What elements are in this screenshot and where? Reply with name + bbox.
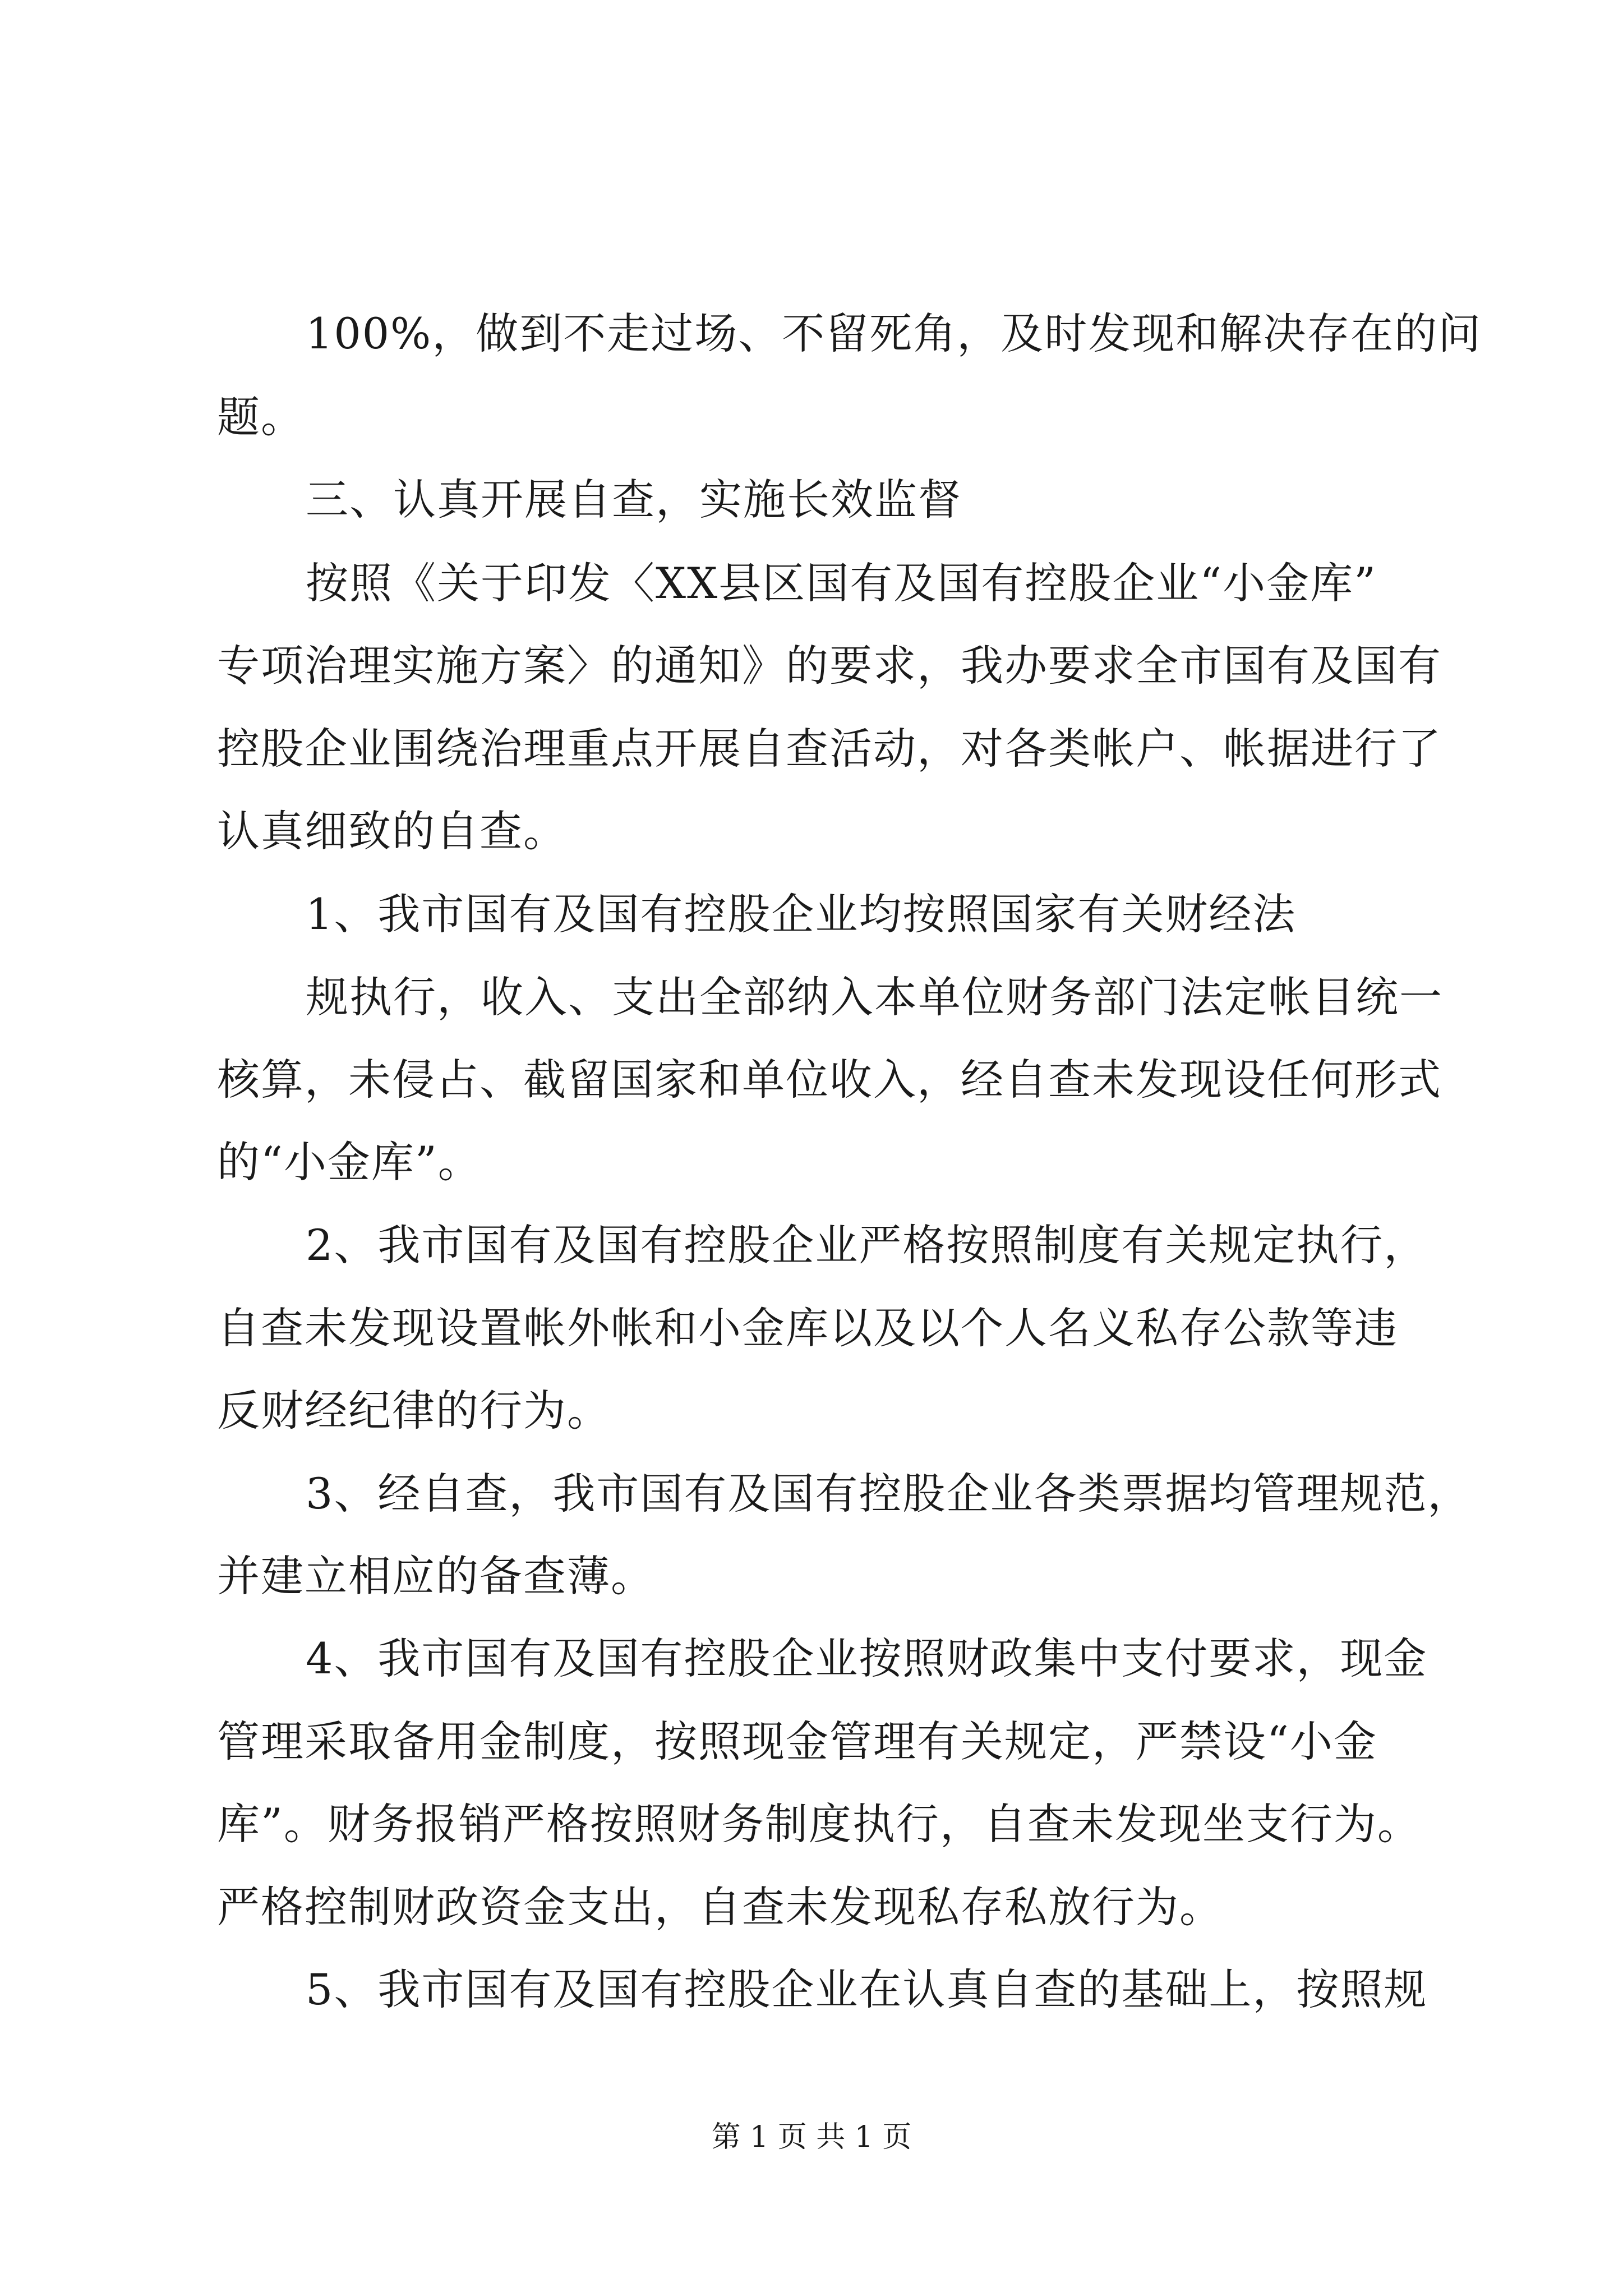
text-line: 严格控制财政资金支出，自查未发现私存私放行为。 xyxy=(217,1882,1223,1932)
text-line: 2、我市国有及国有控股企业严格按照制度有关规定执行， xyxy=(306,1220,1428,1270)
text-line: 管理采取备用金制度，按照现金管理有关规定，严禁设“小金 xyxy=(217,1717,1377,1766)
text-line: 自查未发现设置帐外帐和小金库以及以个人名义私存公款等违 xyxy=(217,1303,1398,1353)
text-line: 1、我市国有及国有控股企业均按照国家有关财经法 xyxy=(306,889,1297,939)
text-line: 题。 xyxy=(217,392,305,442)
text-line: 控股企业围绕治理重点开展自查活动，对各类帐户、帐据进行了 xyxy=(217,724,1442,774)
text-line: 规执行，收入、支出全部纳入本单位财务部门法定帐目统一 xyxy=(306,972,1443,1022)
text-line: 专项治理实施方案〉的通知》的要求，我办要求全市国有及国有 xyxy=(217,641,1442,691)
text-line: 核算，未侵占、截留国家和单位收入，经自查未发现设任何形式 xyxy=(217,1055,1442,1105)
text-line: 5、我市国有及国有控股企业在认真自查的基础上，按照规 xyxy=(306,1964,1428,2014)
text-line: 的“小金库”。 xyxy=(217,1137,482,1187)
text-line: 反财经纪律的行为。 xyxy=(217,1386,611,1435)
text-line: 按照《关于印发〈XX县区国有及国有控股企业“小金库” xyxy=(306,558,1377,608)
text-line: 库”。财务报销严格按照财务制度执行，自查未发现坐支行为。 xyxy=(217,1799,1421,1849)
text-line: 100%，做到不走过场、不留死角，及时发现和解决存在的问 xyxy=(306,309,1482,358)
text-line: 3、经自查，我市国有及国有控股企业各类票据均管理规范， xyxy=(306,1469,1472,1519)
text-line: 4、我市国有及国有控股企业按照财政集中支付要求，现金 xyxy=(306,1634,1428,1683)
section-heading: 三、认真开展自查，实施长效监督 xyxy=(306,475,962,524)
text-line: 认真细致的自查。 xyxy=(217,806,567,856)
page-number-footer: 第 1 页 共 1 页 xyxy=(711,2120,912,2154)
text-line: 并建立相应的备查薄。 xyxy=(217,1551,654,1601)
